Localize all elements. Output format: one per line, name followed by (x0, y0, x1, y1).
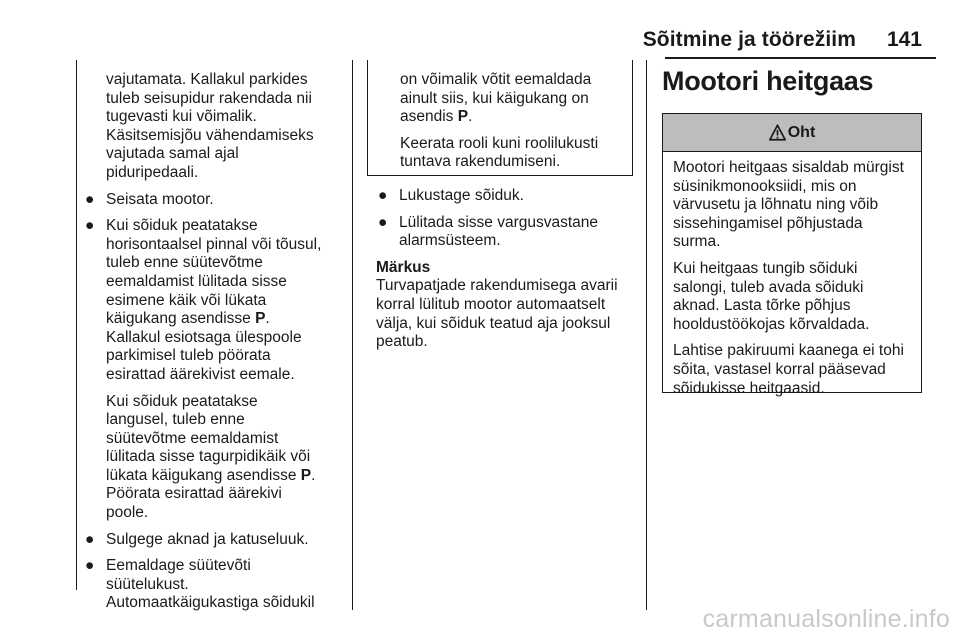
bullet-icon: ● (85, 557, 95, 575)
bullet-icon: ● (85, 217, 95, 235)
continuation-text: vajutamata. Kallakul parkides tuleb seisupidur rakendada nii tugevasti kui võimalik. Käsitsemisjõu vähendamiseks vajutada samal ajal piduripedaali. (106, 71, 314, 181)
warning-paragraph-2: Kui heitgaas tungib sõiduki salongi, tuleb avada sõiduki aknad. Lasta tõrke põhjus hooldustöökojas kõrvaldada. (673, 259, 870, 333)
list-item-stop-engine: ● Seisata mootor. (85, 190, 214, 208)
warning-triangle-icon (769, 124, 786, 141)
column-1 (75, 71, 350, 621)
column-2 (368, 187, 640, 352)
box-paragraph-2: Keerata rooli kuni roolilukusti tuntava rakendumiseni. (400, 134, 599, 171)
header-title: Sõitmine ja töörežiim (642, 28, 856, 51)
page-header (0, 22, 936, 58)
continued-box (367, 60, 633, 176)
list-item-alarm: ● Lülitada sisse vargusvastane alarmsüsteem. (378, 213, 599, 250)
box-paragraph-1: on võimalik võtit eemaldada ainult siis, kui käigukang on asendis P. (400, 71, 592, 126)
warning-body (663, 152, 921, 398)
list-item-close-windows: ● Sulgege aknad ja katuseluuk. (85, 530, 309, 548)
sub-paragraph-downhill: Kui sõiduk peatatakse langusel, tuleb enne süütevõtme eemaldamist lülitada sisse tagurpidikäik või lükata käigukang asendisse P. Pöörata esirattad äärekivi poole. (106, 392, 316, 522)
warning-paragraph-3: Lahtise pakiruumi kaanega ei tohi sõita, vastasel korral pääsevad sõidukisse heitgaasid. (673, 342, 904, 397)
note-label: Märkus (376, 258, 431, 276)
note-block: Märkus Turvapatjade rakendumisega avarii korral lülitub mootor automaatselt välja, kui sõiduk teatud aja jooksul peatub. (368, 259, 640, 352)
column-divider-middle (352, 60, 353, 610)
page-number: 141 (886, 28, 922, 51)
section-title: Mootori heitgaas (662, 66, 874, 96)
watermark: carmanualsonline.info (702, 605, 950, 633)
bullet-icon: ● (378, 213, 388, 231)
list-item-lock-vehicle: ● Lukustage sõiduk. (378, 187, 524, 204)
bullet-icon: ● (378, 187, 388, 204)
list-item-remove-key: ● Eemaldage süütevõti süütelukust. Automaatkäigukastiga sõidukil (85, 557, 315, 612)
warning-title: Oht (787, 123, 816, 141)
list-item-parking-gear: ● Kui sõiduk peatatakse horisontaalsel pinnal või tõusul, tuleb enne süütevõtme eemaldamist lülitada sisse esimene käik või lükata käigukang asendisse P. Kallakul esiotsaga ülespoole parkimisel tuleb pöörata esirattad äärekivist eemale. (85, 217, 322, 383)
bullet-icon: ● (85, 190, 95, 208)
header-rule (665, 57, 936, 59)
column-divider-right (646, 60, 647, 610)
bullet-icon: ● (85, 530, 95, 548)
warning-box (662, 113, 922, 397)
warning-header (663, 114, 921, 152)
warning-paragraph-1: Mootori heitgaas sisaldab mürgist süsinikmonooksiidi, mis on värvusetu ja lõhnatu ning võib sissehingamisel põhjustada surma. (673, 159, 904, 251)
